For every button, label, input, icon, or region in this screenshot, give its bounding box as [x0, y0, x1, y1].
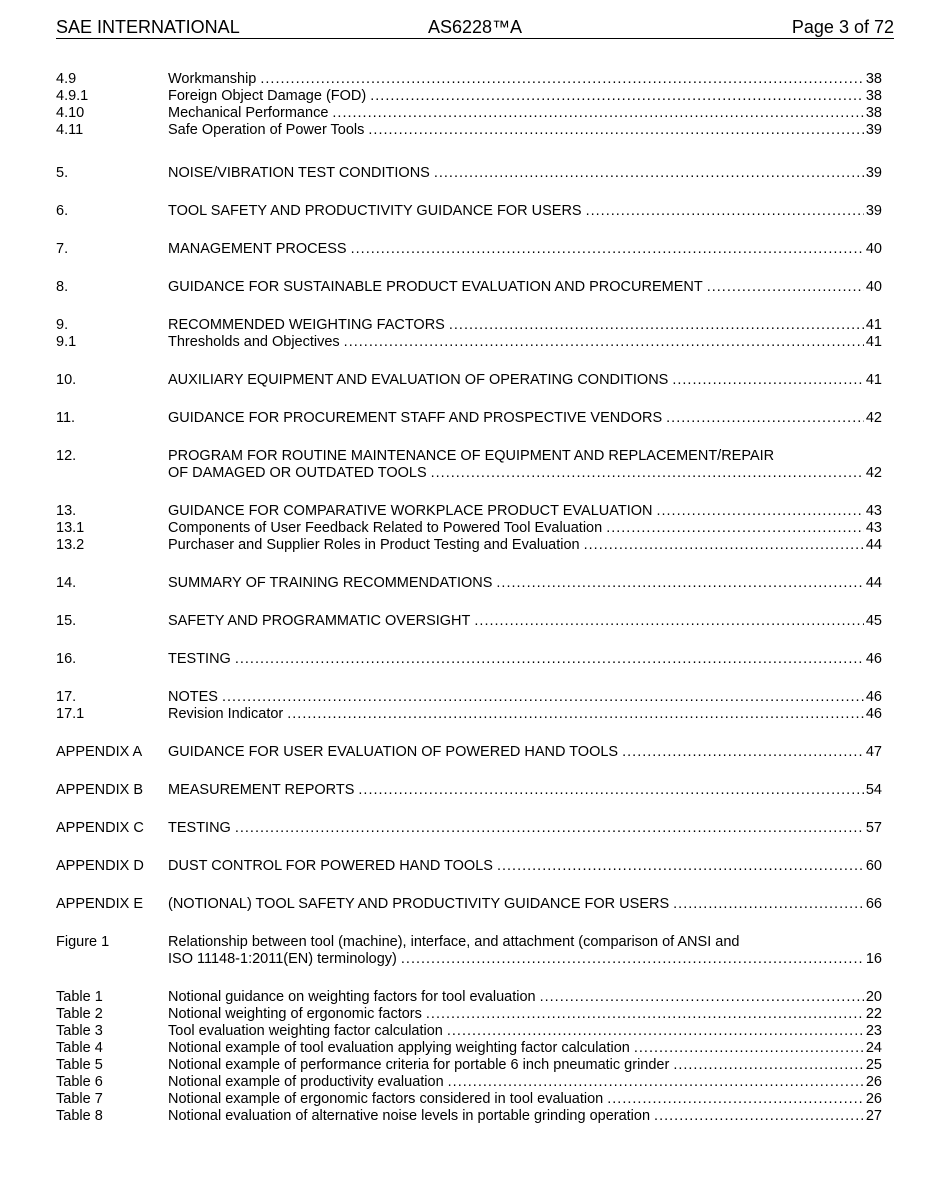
toc-entry-number: 13.1: [56, 520, 85, 536]
toc-entry[interactable]: [56, 1108, 882, 1125]
toc-entry[interactable]: [56, 706, 882, 723]
toc-entry-page: 20: [865, 989, 882, 1005]
toc-entry-number: 6.: [56, 203, 69, 219]
toc-entry-title: SAFETY AND PROGRAMMATIC OVERSIGHT: [168, 613, 471, 629]
toc-entry-number: Table 8: [56, 1108, 103, 1124]
toc-leader-dots: [332, 105, 863, 122]
toc-spacer: [56, 351, 882, 372]
toc-entry-page: 38: [865, 105, 882, 121]
toc-entry-number: Table 7: [56, 1091, 103, 1107]
toc-entry-number: Table 2: [56, 1006, 103, 1022]
toc-entry[interactable]: [56, 858, 882, 875]
toc-entry[interactable]: [56, 744, 882, 761]
toc-entry-page: 39: [865, 122, 882, 138]
toc-entry-title: Notional example of productivity evaluation: [168, 1074, 444, 1090]
toc-entry-page: 23: [865, 1023, 882, 1039]
toc-entry-title: Notional guidance on weighting factors for tool evaluation: [168, 989, 536, 1005]
toc-spacer: [56, 389, 882, 410]
toc-entry-page: 46: [865, 706, 882, 722]
toc-entry-number: Table 6: [56, 1074, 103, 1090]
toc-entry-number: Figure 1: [56, 934, 110, 950]
toc-entry[interactable]: [56, 503, 882, 520]
toc-entry-page: 43: [865, 503, 882, 519]
toc-entry-page: 57: [865, 820, 882, 836]
toc-entry-number: 7.: [56, 241, 69, 257]
toc-entry[interactable]: [56, 71, 882, 88]
toc-entry-page: 27: [865, 1108, 882, 1124]
toc-entry-number: 10.: [56, 372, 77, 388]
toc-entry-title: DUST CONTROL FOR POWERED HAND TOOLS: [168, 858, 493, 874]
toc-entry-number: 9.: [56, 317, 69, 333]
toc-entry-number: APPENDIX B: [56, 782, 144, 798]
toc-entry[interactable]: [56, 1023, 882, 1040]
toc-entry[interactable]: [56, 782, 882, 799]
toc-leader-dots: [370, 88, 864, 105]
toc-entry-number: APPENDIX A: [56, 744, 143, 760]
toc-entry-number: 11.: [56, 410, 76, 426]
toc-spacer: [56, 668, 882, 689]
toc-entry-title: NOTES: [168, 689, 218, 705]
toc-entry-number: 4.11: [56, 122, 84, 138]
toc-entry-title: MEASUREMENT REPORTS: [168, 782, 355, 798]
toc-entry[interactable]: [56, 934, 882, 968]
toc-entry-number: 8.: [56, 279, 69, 295]
toc-entry-page: 42: [865, 410, 882, 426]
toc-leader-dots: [426, 1006, 864, 1023]
toc-entry-title: Revision Indicator: [168, 706, 284, 722]
toc-leader-dots: [634, 1040, 864, 1057]
toc-entry-title: TESTING: [168, 820, 231, 836]
toc-entry-title: Notional example of tool evaluation applying weighting factor calculation: [168, 1040, 630, 1056]
toc-spacer: [56, 723, 882, 744]
toc-leader-dots: [235, 820, 864, 837]
toc-entry-page: 26: [865, 1074, 882, 1090]
toc-leader-dots: [622, 744, 864, 761]
toc-spacer: [56, 139, 882, 165]
toc-leader-dots: [654, 1108, 864, 1125]
toc-entry[interactable]: [56, 448, 882, 482]
toc-leader-dots: [673, 896, 864, 913]
toc-entry-number: 16.: [56, 651, 77, 667]
toc-leader-dots: [584, 537, 864, 554]
toc-entry-number: 12.: [56, 448, 77, 464]
toc-entry[interactable]: [56, 410, 882, 427]
toc-entry[interactable]: [56, 317, 882, 334]
toc-leader-dots: [260, 71, 863, 88]
toc-entry-number: 4.10: [56, 105, 85, 121]
toc-entry-title: GUIDANCE FOR COMPARATIVE WORKPLACE PRODUCT EVALUATION: [168, 503, 653, 519]
toc-entry-title: TOOL SAFETY AND PRODUCTIVITY GUIDANCE FOR USERS: [168, 203, 582, 219]
toc-leader-dots: [607, 1091, 864, 1108]
toc-spacer: [56, 799, 882, 820]
toc-entry-title: Thresholds and Objectives: [168, 334, 340, 350]
toc-entry-number: 13.: [56, 503, 77, 519]
toc-entry[interactable]: [56, 88, 882, 105]
toc-entry-page: 38: [865, 88, 882, 104]
toc-leader-dots: [222, 689, 864, 706]
toc-spacer: [56, 427, 882, 448]
toc-entry-page: 46: [865, 651, 882, 667]
toc-entry-page: 54: [865, 782, 882, 798]
toc-entry-page: 38: [865, 71, 882, 87]
toc-leader-dots: [287, 706, 864, 723]
toc-entry[interactable]: [56, 372, 882, 389]
toc-entry[interactable]: [56, 165, 882, 182]
toc-entry[interactable]: [56, 279, 882, 296]
toc-entry-title: Purchaser and Supplier Roles in Product Testing and Evaluation: [168, 537, 580, 553]
toc-entry-title: RECOMMENDED WEIGHTING FACTORS: [168, 317, 445, 333]
toc-entry-title: Safe Operation of Power Tools: [168, 122, 365, 138]
header-page-number: Page 3 of 72: [791, 17, 894, 37]
toc-entry[interactable]: [56, 613, 882, 630]
toc-entry-title: Workmanship: [168, 71, 257, 87]
toc-entry-title: Notional example of ergonomic factors considered in tool evaluation: [168, 1091, 604, 1107]
toc-spacer: [56, 482, 882, 503]
toc-leader-dots: [448, 1074, 864, 1091]
toc-entry-title: ISO 11148-1:2011(EN) terminology): [168, 951, 397, 967]
toc-leader-dots: [673, 1057, 864, 1074]
toc-entry[interactable]: [56, 1074, 882, 1091]
toc-entry-page: 39: [865, 203, 882, 219]
toc-leader-dots: [496, 575, 863, 592]
toc-entry-title: TESTING: [168, 651, 231, 667]
toc-entry-page: 44: [865, 537, 882, 553]
toc-spacer: [56, 968, 882, 989]
toc-entry-page: 45: [865, 613, 882, 629]
toc-entry-page: 43: [865, 520, 882, 536]
toc-entry-title-line1: Relationship between tool (machine), interface, and attachment (comparison of ANSI and: [168, 934, 740, 950]
toc-leader-dots: [358, 782, 863, 799]
toc-entry-number: 9.1: [56, 334, 77, 350]
toc-entry-number: 17.: [56, 689, 77, 705]
toc-entry-page: 24: [865, 1040, 882, 1056]
toc-entry-page: 26: [865, 1091, 882, 1107]
toc-entry-page: 16: [865, 951, 882, 967]
toc-entry[interactable]: [56, 241, 882, 258]
toc-entry-title: Notional weighting of ergonomic factors: [168, 1006, 422, 1022]
toc-leader-dots: [707, 279, 864, 296]
toc-entry-page: 41: [865, 334, 882, 350]
toc-entry[interactable]: [56, 122, 882, 139]
toc-entry[interactable]: [56, 820, 882, 837]
toc-entry-page: 44: [865, 575, 882, 591]
toc-leader-dots: [344, 334, 864, 351]
toc-entry-title: Notional example of performance criteria for portable 6 inch pneumatic grinder: [168, 1057, 670, 1073]
toc-entry[interactable]: [56, 896, 882, 913]
toc-spacer: [56, 258, 882, 279]
toc-entry-number: 4.9: [56, 71, 77, 87]
toc-entry[interactable]: [56, 651, 882, 668]
toc-entry[interactable]: [56, 105, 882, 122]
toc-leader-dots: [606, 520, 864, 537]
toc-leader-dots: [656, 503, 863, 520]
toc-leader-dots: [368, 122, 863, 139]
toc-entry-page: 47: [865, 744, 882, 760]
toc-leader-dots: [449, 317, 864, 334]
toc-leader-dots: [672, 372, 864, 389]
toc-entry-page: 41: [865, 372, 882, 388]
toc-leader-dots: [497, 858, 864, 875]
toc-entry-title: GUIDANCE FOR USER EVALUATION OF POWERED HAND TOOLS: [168, 744, 619, 760]
toc-entry-number: Table 1: [56, 989, 103, 1005]
toc-entry[interactable]: [56, 575, 882, 592]
toc-entry-number: APPENDIX E: [56, 896, 144, 912]
toc-entry-page: 22: [865, 1006, 882, 1022]
toc-entry-number: 13.2: [56, 537, 85, 553]
toc-entry-page: 40: [865, 279, 882, 295]
toc-entry-title: (NOTIONAL) TOOL SAFETY AND PRODUCTIVITY GUIDANCE FOR USERS: [168, 896, 670, 912]
toc-leader-dots: [235, 651, 864, 668]
toc-entry-page: 25: [865, 1057, 882, 1073]
toc-entry-title: Tool evaluation weighting factor calculation: [168, 1023, 443, 1039]
toc-entry-title: SUMMARY OF TRAINING RECOMMENDATIONS: [168, 575, 493, 591]
toc-entry-title: GUIDANCE FOR PROCUREMENT STAFF AND PROSPECTIVE VENDORS: [168, 410, 663, 426]
header-organization: SAE INTERNATIONAL: [56, 17, 240, 37]
toc-entry[interactable]: [56, 203, 882, 220]
toc-spacer: [56, 630, 882, 651]
toc-entry-number: Table 3: [56, 1023, 103, 1039]
toc-entry[interactable]: [56, 989, 882, 1006]
toc-entry-page: 46: [865, 689, 882, 705]
toc-leader-dots: [666, 410, 864, 427]
toc-entry-page: 39: [865, 165, 882, 181]
table-of-contents: [56, 71, 882, 1125]
page-header: [56, 16, 894, 39]
toc-entry-number: Table 5: [56, 1057, 103, 1073]
toc-leader-dots: [351, 241, 864, 258]
toc-entry[interactable]: [56, 1091, 882, 1108]
toc-entry-number: Table 4: [56, 1040, 103, 1056]
toc-entry[interactable]: [56, 537, 882, 554]
toc-entry[interactable]: [56, 689, 882, 706]
toc-entry-page: 40: [865, 241, 882, 257]
toc-entry-page: 60: [865, 858, 882, 874]
toc-spacer: [56, 837, 882, 858]
toc-leader-dots: [586, 203, 864, 220]
toc-spacer: [56, 296, 882, 317]
toc-entry-number: APPENDIX C: [56, 820, 144, 836]
toc-entry-title: Notional evaluation of alternative noise levels in portable grinding operation: [168, 1108, 651, 1124]
toc-entry-title: Foreign Object Damage (FOD): [168, 88, 367, 104]
toc-spacer: [56, 761, 882, 782]
toc-entry[interactable]: [56, 334, 882, 351]
toc-leader-dots: [401, 951, 864, 968]
header-document-id: AS6228™A: [427, 17, 523, 37]
toc-leader-dots: [474, 613, 863, 630]
toc-spacer: [56, 554, 882, 575]
toc-entry-title: MANAGEMENT PROCESS: [168, 241, 347, 257]
toc-leader-dots: [434, 165, 864, 182]
toc-entry-title: OF DAMAGED OR OUTDATED TOOLS: [168, 465, 427, 481]
toc-entry-title-line1: PROGRAM FOR ROUTINE MAINTENANCE OF EQUIPMENT AND REPLACEMENT/REPAIR: [168, 448, 775, 464]
toc-entry-title: AUXILIARY EQUIPMENT AND EVALUATION OF OPERATING CONDITIONS: [168, 372, 669, 388]
toc-spacer: [56, 592, 882, 613]
toc-entry-page: 42: [865, 465, 882, 481]
toc-entry-page: 66: [865, 896, 882, 912]
toc-entry-title: GUIDANCE FOR SUSTAINABLE PRODUCT EVALUATION AND PROCUREMENT: [168, 279, 703, 295]
toc-entry-number: 4.9.1: [56, 88, 89, 104]
toc-entry-number: 5.: [56, 165, 69, 181]
toc-leader-dots: [431, 465, 864, 482]
toc-entry-number: 15.: [56, 613, 77, 629]
toc-entry[interactable]: [56, 1057, 882, 1074]
toc-spacer: [56, 875, 882, 896]
toc-spacer: [56, 182, 882, 203]
toc-entry-number: 14.: [56, 575, 77, 591]
toc-entry[interactable]: [56, 1006, 882, 1023]
toc-entry-title: Mechanical Performance: [168, 105, 329, 121]
toc-entry-page: 41: [865, 317, 882, 333]
toc-entry-number: 17.1: [56, 706, 85, 722]
toc-entry-title: Components of User Feedback Related to Powered Tool Evaluation: [168, 520, 603, 536]
toc-entry-number: APPENDIX D: [56, 858, 144, 874]
toc-spacer: [56, 220, 882, 241]
toc-entry[interactable]: [56, 1040, 882, 1057]
toc-entry[interactable]: [56, 520, 882, 537]
toc-leader-dots: [540, 989, 864, 1006]
toc-entry-title: NOISE/VIBRATION TEST CONDITIONS: [168, 165, 430, 181]
toc-spacer: [56, 913, 882, 934]
toc-leader-dots: [447, 1023, 864, 1040]
